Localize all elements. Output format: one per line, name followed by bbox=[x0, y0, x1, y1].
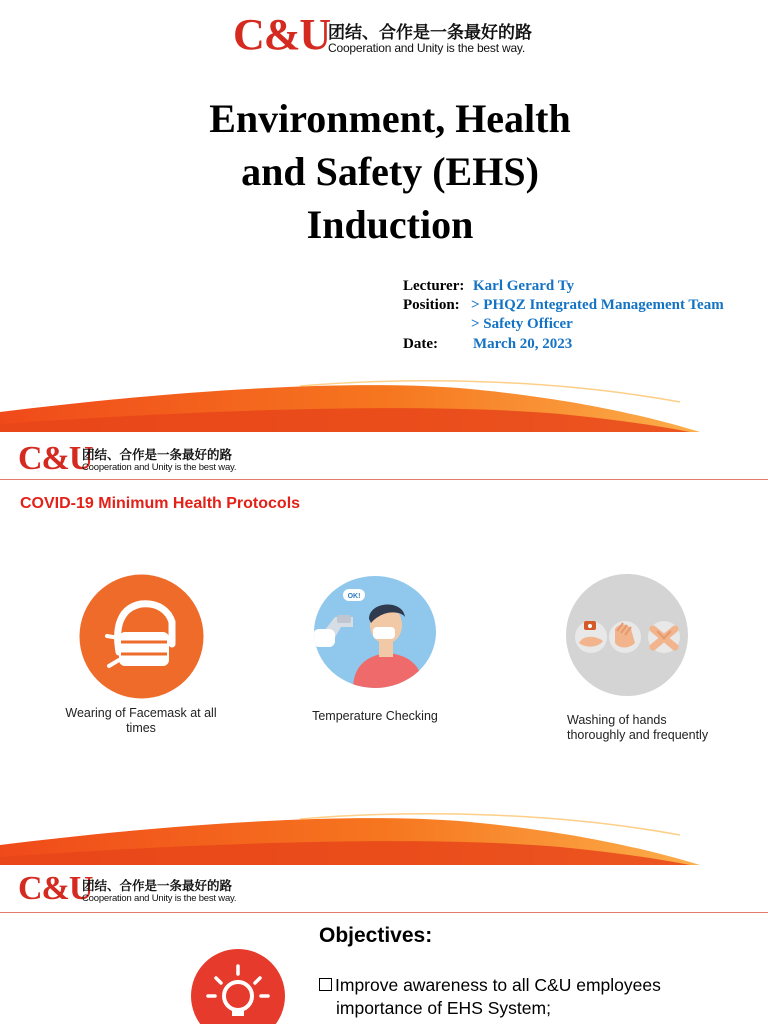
header-divider bbox=[0, 912, 768, 913]
thermometer-readout: OK! bbox=[347, 593, 361, 600]
caption-handwashing-line2: thoroughly and frequently bbox=[567, 728, 709, 742]
caption-facemask-line2: times bbox=[126, 721, 156, 735]
title-line-3: Induction bbox=[306, 202, 474, 247]
checkbox-bullet-icon bbox=[319, 978, 332, 991]
logo-slogan-cn: 团结、合作是一条最好的路 bbox=[82, 878, 233, 893]
caption-facemask bbox=[48, 706, 234, 736]
decorative-wave bbox=[0, 372, 768, 432]
logo-cu: C&U bbox=[18, 870, 93, 907]
slide-objectives bbox=[0, 866, 768, 1024]
objectives-heading: Objectives: bbox=[319, 924, 433, 947]
caption-handwashing-line1: Washing of hands bbox=[567, 713, 667, 727]
thermometer-person-icon bbox=[313, 575, 437, 689]
caption-handwashing bbox=[567, 713, 747, 743]
decorative-wave bbox=[0, 805, 768, 865]
objective-item-1 bbox=[319, 974, 739, 1020]
logo-cu: C&U bbox=[233, 10, 331, 59]
date-label: Date: bbox=[403, 336, 438, 352]
page-title bbox=[90, 92, 690, 251]
logo-slogan-en: Cooperation and Unity is the best way. bbox=[328, 41, 525, 55]
slide-title bbox=[0, 0, 768, 432]
title-line-2: and Safety (EHS) bbox=[241, 149, 539, 194]
header-divider bbox=[0, 479, 768, 480]
caption-facemask-line1: Wearing of Facemask at all bbox=[65, 706, 217, 720]
position-value-1: > PHQZ Integrated Management Team bbox=[471, 297, 724, 313]
position-value-2: > Safety Officer bbox=[471, 316, 573, 332]
logo-cu: C&U bbox=[18, 440, 93, 477]
objective-item-1-line2: importance of EHS System; bbox=[336, 998, 551, 1018]
caption-temperature bbox=[290, 709, 460, 724]
logo-slogan-en: Cooperation and Unity is the best way. bbox=[82, 462, 237, 473]
caption-temperature-line1: Temperature Checking bbox=[312, 709, 438, 723]
facemask-icon bbox=[79, 574, 204, 699]
date-value: March 20, 2023 bbox=[473, 336, 573, 352]
logo-slogan-cn: 团结、合作是一条最好的路 bbox=[82, 447, 233, 462]
hand-washing-icon bbox=[565, 573, 689, 697]
logo-slogan-en: Cooperation and Unity is the best way. bbox=[82, 893, 237, 904]
section-title: COVID-19 Minimum Health Protocols bbox=[20, 495, 301, 512]
lecturer-label: Lecturer: bbox=[403, 278, 465, 294]
logo-slogan-cn: 团结、合作是一条最好的路 bbox=[328, 23, 532, 43]
position-label: Position: bbox=[403, 297, 460, 313]
slide-covid-protocols bbox=[0, 433, 768, 865]
objective-item-1-line1: Improve awareness to all C&U employees bbox=[335, 975, 661, 995]
lecturer-value: Karl Gerard Ty bbox=[473, 278, 575, 294]
title-line-1: Environment, Health bbox=[209, 96, 571, 141]
lightbulb-icon bbox=[190, 948, 286, 1024]
